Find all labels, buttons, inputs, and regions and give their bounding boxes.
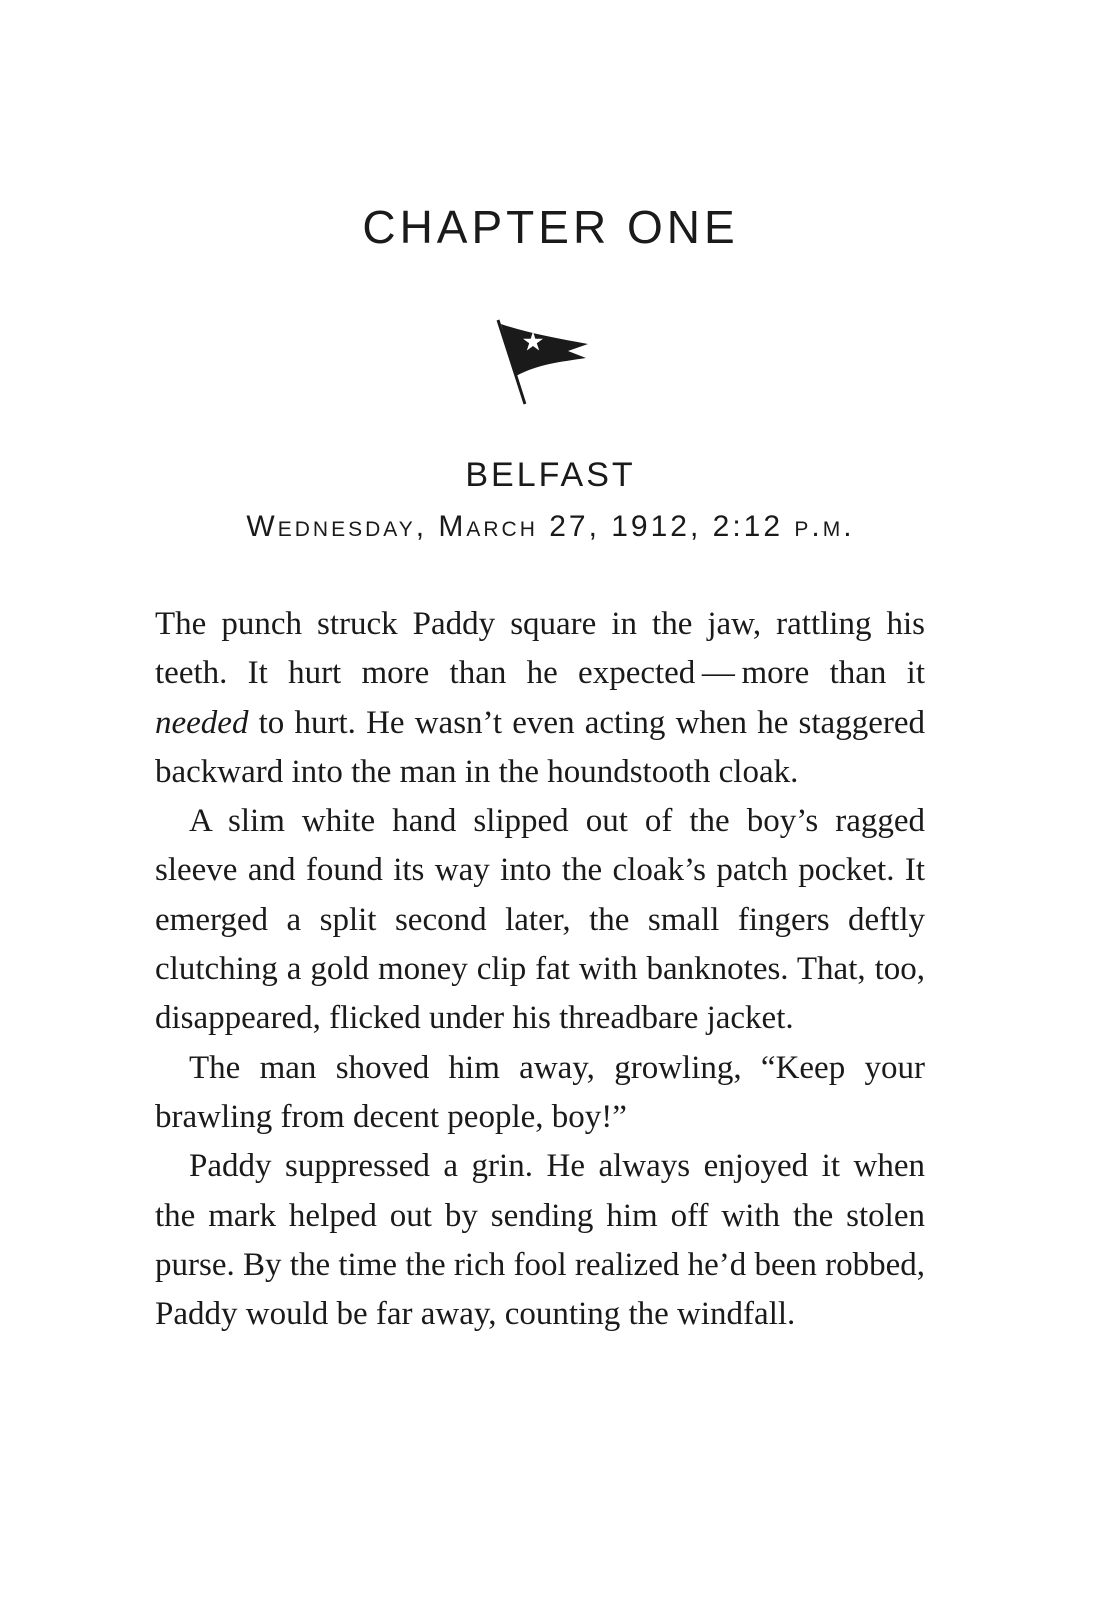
- paragraph-4: Paddy suppressed a grin. He always enjoyed it when the mark helped out by sending him off with the stolen purse. By the time the rich fool realized he’d been robbed, Paddy would be far away, counting the windfall.: [155, 1148, 925, 1333]
- paragraph-2: A slim white hand slipped out of the boy’s ragged sleeve and found its way into the cloak’s patch pocket. It emerged a split second later, the small fingers deftly clutching a gold money clip fat with banknotes. That, too, disappeared, flicked under his threadbare jacket.: [155, 803, 925, 1037]
- paragraph-1-after: to hurt. He wasn’t even acting when he staggered backward into the man in the houndstooth cloak.: [155, 704, 925, 790]
- paragraph-1-before: The punch struck Paddy square in the jaw, rattling his teeth. It hurt more than he expected — more than it: [155, 606, 925, 692]
- flag-with-star-icon: [494, 318, 594, 408]
- chapter-body: [155, 600, 925, 1339]
- datetime-heading: Wednesday, March 27, 1912, 2:12 p.m.: [246, 510, 855, 543]
- chapter-title: CHAPTER ONE: [362, 201, 739, 253]
- paragraph-3: The man shoved him away, growling, “Keep your brawling from decent people, boy!”: [155, 1049, 925, 1135]
- paragraph-1-emphasis: needed: [155, 704, 249, 741]
- location-heading: BELFAST: [465, 456, 636, 494]
- paragraph-1: [155, 600, 925, 797]
